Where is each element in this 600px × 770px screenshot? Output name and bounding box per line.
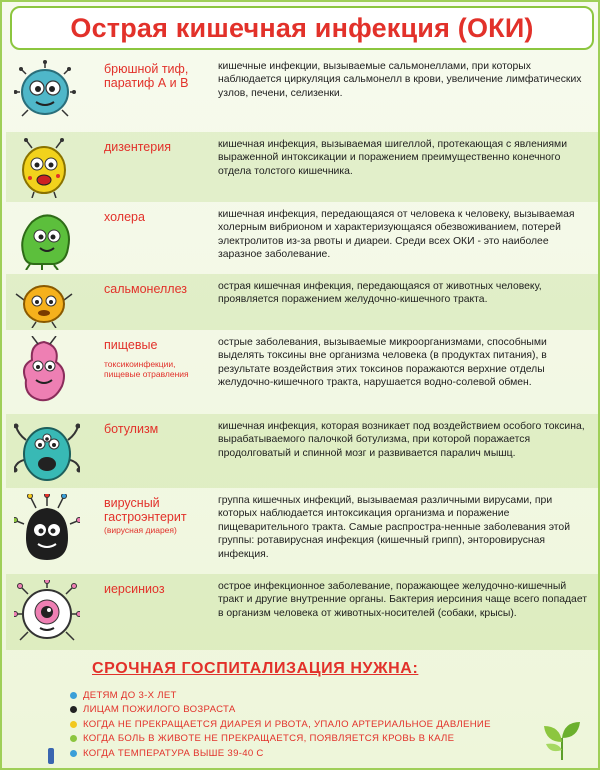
microbe-blue-icon <box>6 54 102 132</box>
disease-description-viral-gastroenteritis: группа кишечных инфекций, вызываемая различными вирусами, при которых наблюдается интоксикация организма и поражение пищеварительного тракта. Самые распростра-ненные заболевания этой группы: ротавирусная инфекция (кишечный грипп), энторовирусная инфекция. <box>218 495 571 560</box>
microbe-orange-icon <box>6 274 102 330</box>
list-item: КОГДА НЕ ПРЕКРАЩАЕТСЯ ДИАРЕЯ И РВОТА, УПАЛО АРТЕРИАЛЬНОЕ ДАВЛЕНИЕ <box>70 717 590 732</box>
bullet-dot <box>70 706 77 713</box>
microbe-green-icon <box>6 202 102 274</box>
bullet-dot <box>70 721 77 728</box>
disease-description-botulism: кишечная инфекция, которая возникает под воздействием особого токсина, вырабатываемого палочкой ботулизма, при которой поражается продолговатый и спинной мозг и развивается паралич мышц. <box>218 421 585 459</box>
disease-name-cholera: холера <box>104 210 145 224</box>
disease-name-food-poisoning: пищевые токсикоинфекции, пищевые отравления <box>104 338 189 379</box>
disease-name-salmonellosis: сальмонеллез <box>104 282 187 296</box>
disease-name-dysentery: дизентерия <box>104 140 171 154</box>
disease-description-dysentery: кишечная инфекция, вызываемая шигеллой, протекающая с явлениями выраженной интоксикации и поражением преимущественно конечного отдела толстого кишечника. <box>218 139 567 177</box>
poster-title: Острая кишечная инфекция (ОКИ) <box>10 6 594 50</box>
bullet-dot <box>70 750 77 757</box>
list-item: ДЕТЯМ ДО 3-Х ЛЕТ <box>70 688 590 703</box>
bullet-dot <box>70 692 77 699</box>
disease-row-dysentery <box>6 132 598 202</box>
disease-row-yersiniosis <box>6 574 598 650</box>
disease-row-typhoid <box>6 54 598 132</box>
disease-row-viral-gastroenteritis <box>6 488 598 574</box>
disease-name-viral-gastroenteritis: вирусный гастроэнтерит (вирусная диарея) <box>104 496 187 535</box>
disease-row-salmonellosis <box>6 274 598 330</box>
bullet-dot <box>70 735 77 742</box>
decorative-marker <box>48 748 54 764</box>
disease-name-yersiniosis: иерсиниоз <box>104 582 165 596</box>
microbe-white-icon <box>6 574 102 650</box>
disease-description-yersiniosis: острое инфекционное заболевание, поражающее желудочно-кишечный тракт и другие внутренние органы. Бактерия иерсиния чаще всего попадает в организм человека от животных-носителей (собаки, крысы). <box>218 581 588 619</box>
list-item: ЛИЦАМ ПОЖИЛОГО ВОЗРАСТА <box>70 703 590 718</box>
microbe-teal-icon <box>6 414 102 488</box>
urgent-hospitalization-list <box>70 688 590 761</box>
list-item: КОГДА ТЕМПЕРАТУРА ВЫШЕ 39-40 С <box>70 746 590 761</box>
microbe-pink-icon <box>6 330 102 414</box>
disease-description-cholera: кишечная инфекция, передающаяся от человека к человеку, вызываемая холерным вибрионом и характеризующаяся обезвоживанием, потерей электролитов из-за рвоты и диареи. Среди всех ОКИ - это наиболее заразное заболевание. <box>218 209 575 261</box>
list-item: КОГДА БОЛЬ В ЖИВОТЕ НЕ ПРЕКРАЩАЕТСЯ, ПОЯВЛЯЕТСЯ КРОВЬ В КАЛЕ <box>70 732 590 747</box>
disease-name-typhoid: брюшной тиф, паратиф А и В <box>104 62 189 90</box>
microbe-yellow-icon <box>6 132 102 202</box>
disease-description-salmonellosis: острая кишечная инфекция, передающаяся от животных человеку, проявляется поражением желудочно-кишечного тракта. <box>218 281 542 306</box>
disease-description-food-poisoning: острые заболевания, вызываемые микроорганизмами, способными выделять токсины вне организма человека (в продуктах питания), в результате воздействия этих токсинов поражаются верхние отделы желудочно-кишечного тракта, нарушается водно-солевой обмен. <box>218 337 547 389</box>
microbe-black-icon <box>6 488 102 574</box>
disease-row-food-poisoning <box>6 330 598 414</box>
disease-row-botulism <box>6 414 598 488</box>
urgent-hospitalization-title: СРОЧНАЯ ГОСПИТАЛИЗАЦИЯ НУЖНА: <box>92 660 419 677</box>
disease-name-botulism: ботулизм <box>104 422 159 436</box>
disease-row-cholera <box>6 202 598 274</box>
leaf-decoration-icon <box>540 720 584 760</box>
disease-description-typhoid: кишечные инфекции, вызываемые сальмонеллами, при которых наблюдается циркуляция сальмонелл в крови, увеличение лимфатических узлов, печени, селизенки. <box>218 61 582 99</box>
